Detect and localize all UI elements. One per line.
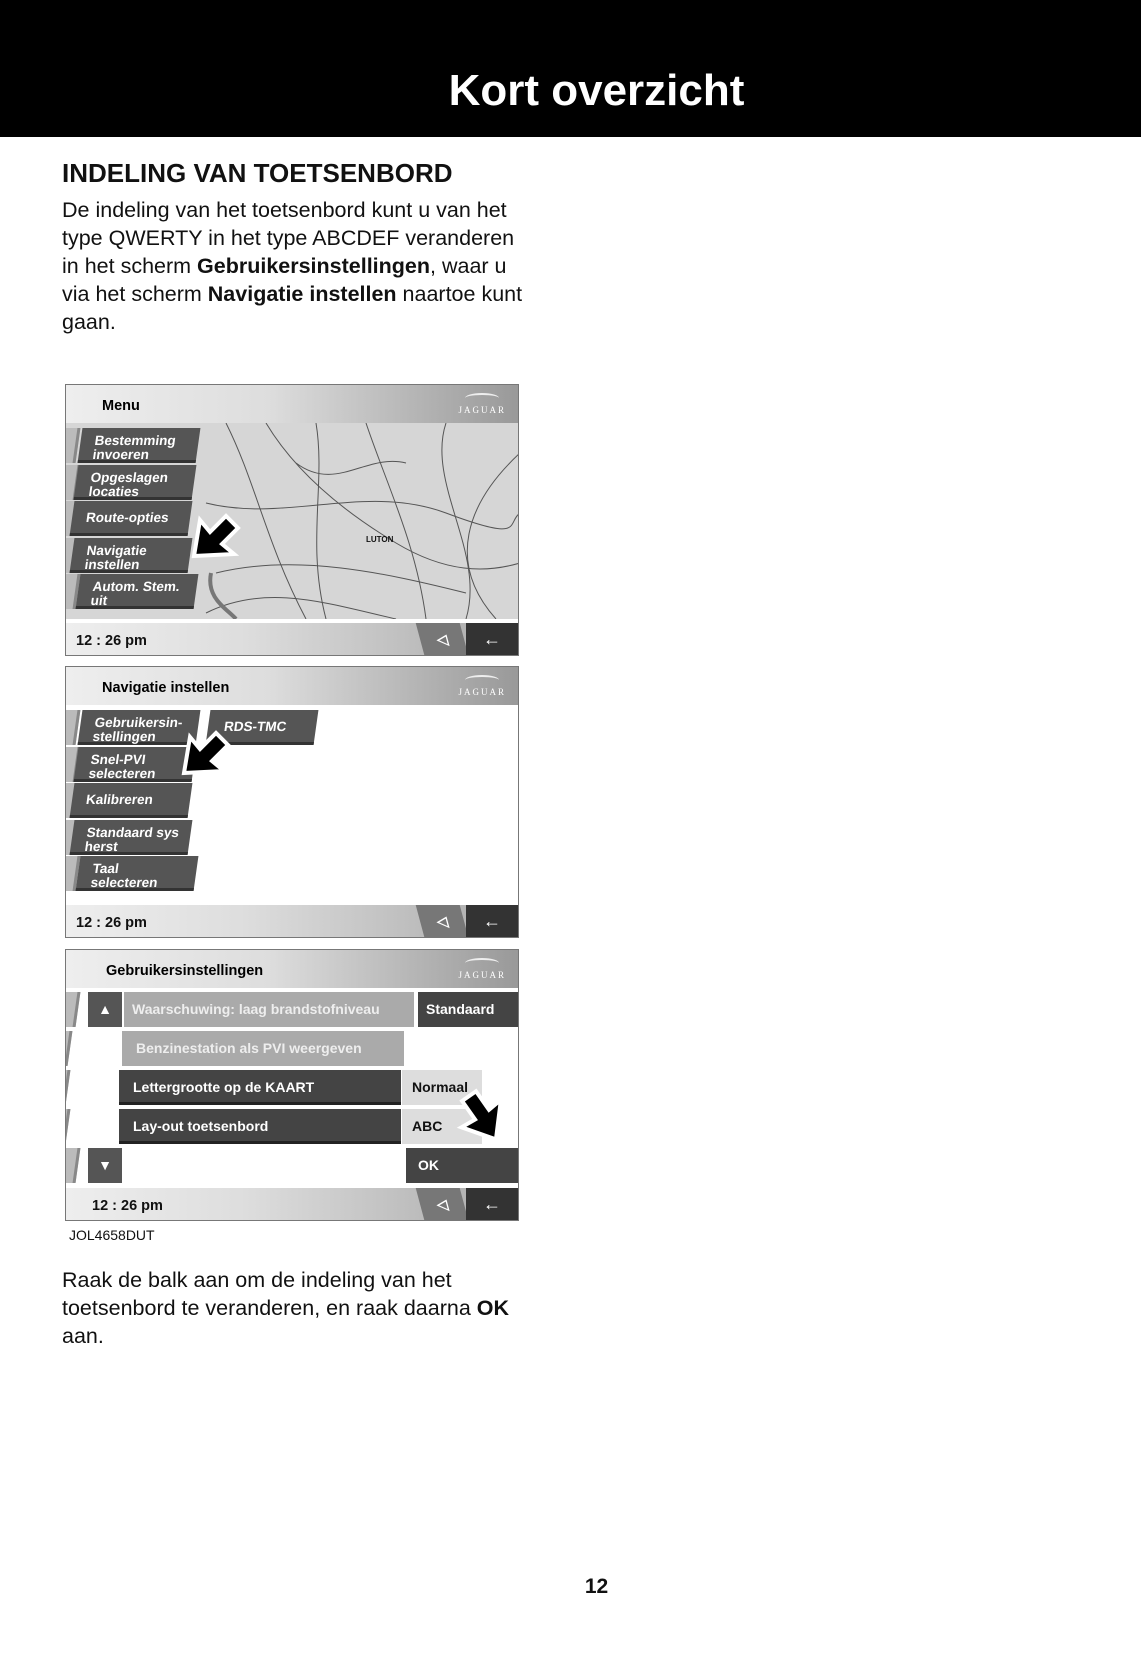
text-run: , waar u via het scherm: [62, 254, 507, 306]
pointer-arrow-icon: [186, 510, 246, 570]
setting-value-keyboard-layout[interactable]: ABC: [402, 1109, 482, 1144]
setting-row-keyboard-layout[interactable]: Lay-out toetsenbord: [119, 1109, 401, 1144]
screen-title: Navigatie instellen: [102, 680, 230, 696]
speaker-icon[interactable]: ◁: [416, 905, 469, 937]
jaguar-logo: JAGUAR: [458, 675, 506, 697]
status-bar: [66, 901, 518, 937]
side-tab: [65, 992, 80, 1027]
menu-item-3[interactable]: Navigatie instellen: [70, 538, 193, 573]
menu-item-0[interactable]: Gebruikersin- stellingen: [78, 710, 201, 745]
text-run: naartoe kunt gaan.: [62, 282, 523, 334]
setting-row-font-size[interactable]: Lettergrootte op de KAART: [119, 1070, 401, 1105]
back-arrow-icon[interactable]: ←: [466, 905, 518, 937]
setting-value-fuel-warning[interactable]: Standaard: [418, 992, 519, 1027]
bold-term: Gebruikersinstellingen: [197, 254, 431, 278]
side-tab: [65, 1070, 70, 1105]
user-settings-screen: [65, 949, 519, 1221]
text-run: Raak de balk aan om de indeling van het toetsenbord te veranderen, en raak daarna: [62, 1268, 477, 1320]
setting-row-fuel-station-poi[interactable]: Benzinestation als PVI weergeven: [122, 1031, 404, 1066]
page-title: Kort overzicht: [448, 66, 745, 115]
menu-item-4[interactable]: Taal selecteren: [76, 856, 199, 891]
scroll-up-button[interactable]: ▲: [88, 992, 122, 1027]
menu-screen: [65, 384, 519, 656]
setting-value-font-size[interactable]: Normaal: [402, 1070, 482, 1105]
side-tab: [65, 1031, 72, 1066]
screen-title: Gebruikersinstellingen: [106, 963, 264, 979]
status-bar: [66, 1184, 518, 1220]
side-tab: [65, 1109, 70, 1144]
screen-title: Menu: [102, 398, 140, 414]
clock: 12 : 26 pm: [76, 633, 147, 649]
caption-paragraph: [62, 1266, 532, 1350]
map-label: LUTON: [366, 535, 394, 544]
menu-item-2[interactable]: Kalibreren: [70, 783, 193, 818]
rds-tmc-button[interactable]: RDS-TMC: [206, 710, 319, 745]
menu-item-3[interactable]: Standaard sys herst: [70, 820, 193, 855]
bold-term: Navigatie instellen: [207, 282, 397, 306]
figure-id: JOL4658DUT: [69, 1227, 155, 1243]
screen-title-bar: [66, 950, 518, 988]
ok-button[interactable]: OK: [406, 1148, 519, 1183]
pointer-arrow-icon: [454, 1085, 514, 1145]
speaker-icon[interactable]: ◁: [416, 1188, 469, 1220]
page-header: [0, 0, 1141, 137]
clock: 12 : 26 pm: [76, 915, 147, 931]
pointer-arrow-icon: [176, 727, 236, 787]
menu-item-0[interactable]: Bestemming invoeren: [78, 428, 201, 463]
jaguar-logo: JAGUAR: [458, 393, 506, 415]
bold-term: OK: [476, 1296, 510, 1320]
menu-item-4[interactable]: Autom. Stem. uit: [76, 574, 199, 609]
clock: 12 : 26 pm: [92, 1198, 163, 1214]
text-run: De indeling van het toetsenbord kunt u van het type QWERTY in het type ABCDEF veranderen in het scherm: [62, 198, 515, 278]
jaguar-logo: JAGUAR: [458, 958, 506, 980]
text-run: aan.: [62, 1324, 104, 1348]
screen-title-bar: [66, 667, 518, 705]
menu-item-1[interactable]: Snel-PVI selecteren: [74, 747, 197, 782]
back-arrow-icon[interactable]: ←: [466, 623, 518, 655]
navigation-settings-screen: [65, 666, 519, 938]
screen-title-bar: [66, 385, 518, 423]
intro-paragraph: [62, 196, 532, 336]
menu-item-2[interactable]: Route-opties: [70, 501, 193, 536]
scroll-down-button[interactable]: ▼: [88, 1148, 122, 1183]
status-bar: [66, 619, 518, 655]
menu-item-1[interactable]: Opgeslagen locaties: [74, 465, 197, 500]
page-number: 12: [584, 1575, 609, 1598]
back-arrow-icon[interactable]: ←: [466, 1188, 518, 1220]
setting-row-fuel-warning[interactable]: Waarschuwing: laag brandstofniveau: [124, 992, 414, 1027]
speaker-icon[interactable]: ◁: [416, 623, 469, 655]
section-heading: INDELING VAN TOETSENBORD: [62, 158, 453, 188]
side-tab: [65, 1148, 80, 1183]
